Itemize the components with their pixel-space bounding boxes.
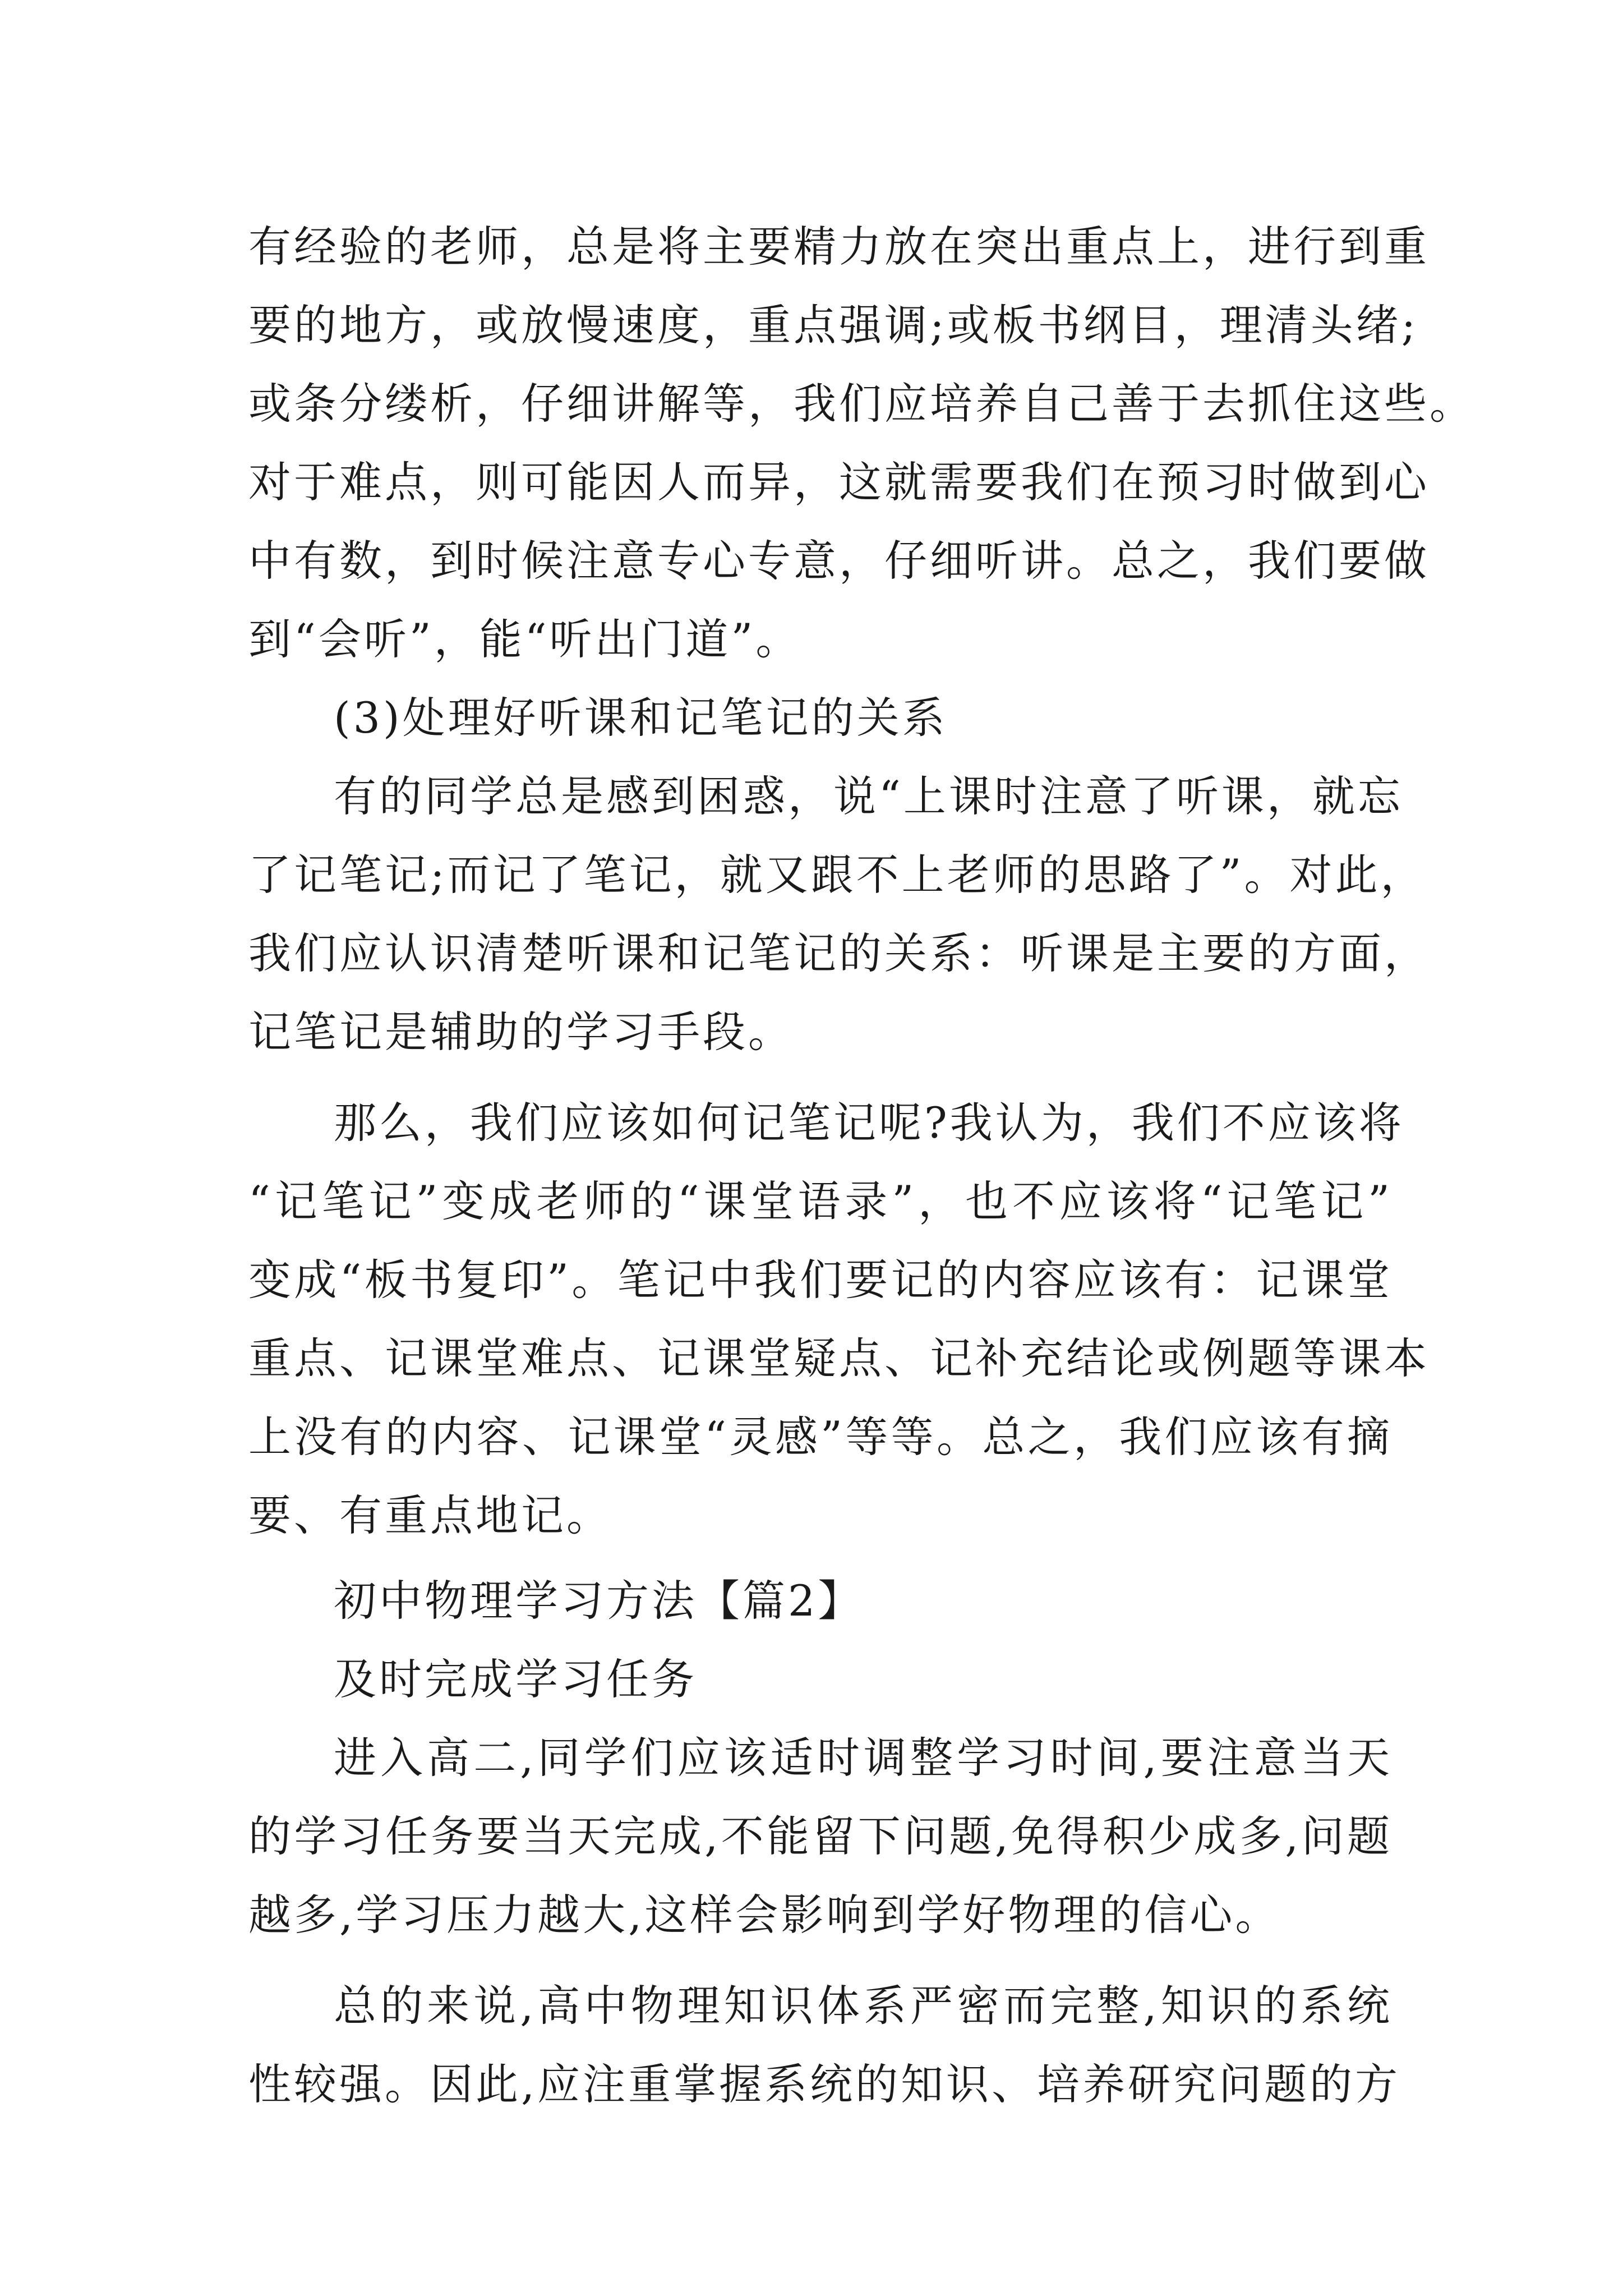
paragraph-3-line-1: 那么，我们应该如何记笔记呢?我认为，我们不应该将 xyxy=(334,1098,1404,1148)
paragraph-1-line-6: 到“会听”，能“听出门道”。 xyxy=(248,614,801,664)
paragraph-3-line-4: 重点、记课堂难点、记课堂疑点、记补充结论或例题等课本 xyxy=(248,1333,1430,1383)
paragraph-4-line-1: 进入高二,同学们应该适时调整学习时间,要注意当天 xyxy=(334,1733,1393,1783)
paragraph-4-line-3: 越多,学习压力越大,这样会影响到学好物理的信心。 xyxy=(248,1890,1281,1940)
paragraph-1-line-3: 或条分缕析，仔细讲解等，我们应培养自己善于去抓住这些。 xyxy=(248,379,1475,429)
paragraph-3-line-2: “记笔记”变成老师的“课堂语录”，也不应该将“记笔记” xyxy=(248,1176,1393,1226)
paragraph-4-line-2: 的学习任务要当天完成,不能留下问题,免得积少成多,问题 xyxy=(248,1811,1393,1861)
paragraph-1-line-1: 有经验的老师，总是将主要精力放在突出重点上，进行到重 xyxy=(248,222,1430,272)
document-body xyxy=(248,208,1475,2124)
paragraph-3-line-5: 上没有的内容、记课堂“灵感”等等。总之，我们应该有摘 xyxy=(248,1412,1393,1462)
paragraph-1-line-5: 中有数，到时候注意专心专意，仔细听讲。总之，我们要做 xyxy=(248,536,1430,586)
paragraph-2-line-3: 我们应认识清楚听课和记笔记的关系：听课是主要的方面， xyxy=(248,928,1430,978)
section-title: 初中物理学习方法【篇2】 xyxy=(334,1576,864,1626)
paragraph-3-line-6: 要、有重点地记。 xyxy=(248,1490,612,1540)
paragraph-5-line-2: 性较强。因此,应注重掌握系统的知识、培养研究问题的方 xyxy=(248,2059,1401,2109)
paragraph-2-line-1: 有的同学总是感到困惑，说“上课时注意了听课，就忘 xyxy=(334,771,1403,821)
subsection-title: 及时完成学习任务 xyxy=(334,1654,697,1704)
paragraph-1-line-4: 对于难点，则可能因人而异，这就需要我们在预习时做到心 xyxy=(248,457,1430,507)
paragraph-2-line-4: 记笔记是辅助的学习手段。 xyxy=(248,1007,794,1057)
heading-3: (3)处理好听课和记笔记的关系 xyxy=(334,693,948,743)
paragraph-2-line-2: 了记笔记;而记了笔记，就又跟不上老师的思路了”。对此， xyxy=(248,850,1426,900)
paragraph-1-line-2: 要的地方，或放慢速度，重点强调;或板书纲目，理清头绪; xyxy=(248,300,1419,350)
paragraph-3-line-3: 变成“板书复印”。笔记中我们要记的内容应该有：记课堂 xyxy=(248,1255,1393,1305)
paragraph-5-line-1: 总的来说,高中物理知识体系严密而完整,知识的系统 xyxy=(334,1981,1393,2031)
